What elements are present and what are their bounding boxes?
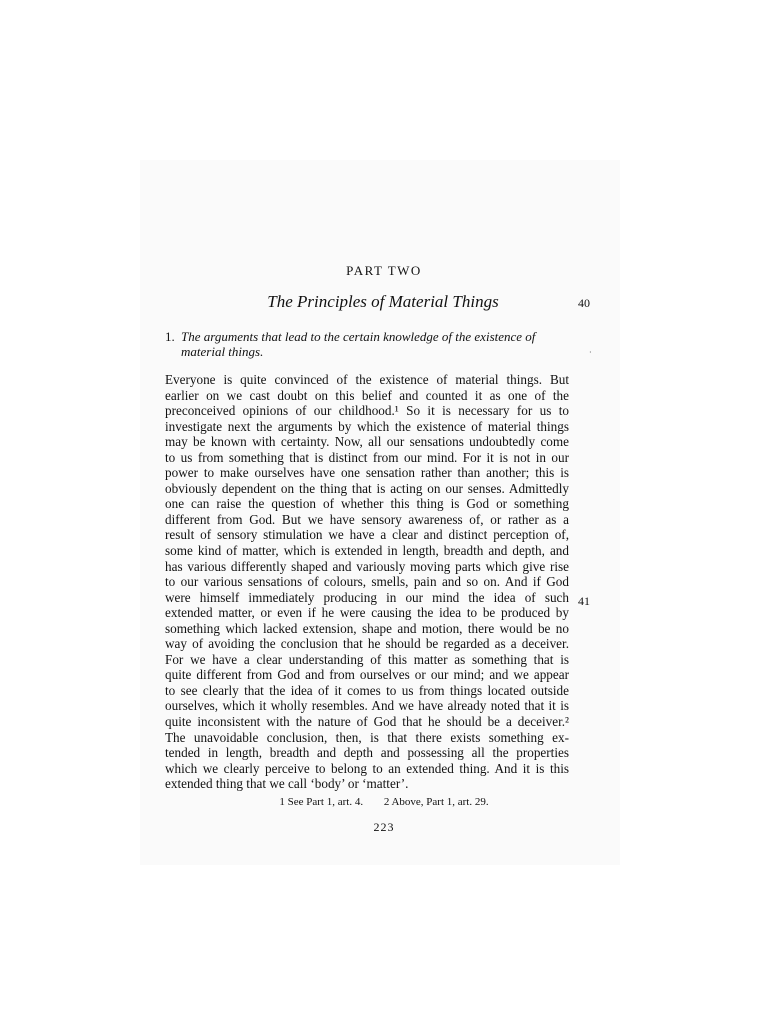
body-line: earlier on we cast doubt on this belief and counted it as one of the <box>165 387 569 403</box>
body-line: way of avoiding the conclusion that he should be regarded as a deceiver. <box>165 636 569 652</box>
body-line: some kind of matter, which is extended in length, breadth and depth, and <box>165 543 569 559</box>
body-line: Everyone is quite convinced of the existence of material things. But <box>165 372 569 387</box>
body-line: different from God. But we have sensory awareness of, or rather as a <box>165 511 569 527</box>
body-line: something which lacked extension, shape and motion, there would be no <box>165 620 569 636</box>
body-line: to our various sensations of colours, smells, pain and so on. And if God <box>165 574 569 590</box>
part-title: The Principles of Material Things <box>267 292 499 311</box>
body-line: which we clearly perceive to belong to an extended thing. And it is this <box>165 760 569 776</box>
body-line: extended matter, or even if he were causing the idea to be produced by <box>165 605 569 621</box>
body-line: quite different from God and from ourselves or our mind; and we appear <box>165 667 569 683</box>
body-line: The unavoidable conclusion, then, is that there exists something ex- <box>165 729 569 745</box>
body-line: quite inconsistent with the nature of God that he should be a deceiver.² <box>165 714 569 730</box>
footnote: 1 See Part 1, art. 4. <box>279 796 364 808</box>
body-line: preconceived opinions of our childhood.¹ So it is necessary for us to <box>165 403 569 419</box>
body-line: For we have a clear understanding of this matter as something that is <box>165 651 569 667</box>
footnote: 2 Above, Part 1, art. 29. <box>383 796 489 808</box>
margin-dot-mark: · <box>589 348 592 357</box>
body-line: to see clearly that the idea of it comes to us from things located outside <box>165 682 569 698</box>
article-heading-line: The arguments that lead to the certain knowledge of the existence of <box>181 329 536 344</box>
body-line: result of sensory stimulation we have a clear and distinct perception of, <box>165 527 569 543</box>
body-line: investigate next the arguments by which the existence of material things <box>165 418 569 434</box>
article-heading-text <box>181 329 573 359</box>
page-number: 223 <box>373 820 395 834</box>
footnotes <box>0 796 768 808</box>
body-line: has various differently shaped and variously moving parts which give rise <box>165 558 569 574</box>
margin-number-40: 40 <box>578 296 590 310</box>
body-line: power to make ourselves have one sensation rather than another; this is <box>165 465 569 481</box>
body-line: obviously dependent on the thing that is acting on our senses. Admittedly <box>165 480 569 496</box>
body-line: ourselves, which it wholly resembles. And we have already noted that it is <box>165 698 569 714</box>
body-line: to us from something that is distinct from our mind. For it is not in our <box>165 449 569 465</box>
article-number: 1. <box>165 329 175 344</box>
part-label: PART TWO <box>346 263 422 278</box>
body-line: extended thing that we call ‘body’ or ‘matter’. <box>165 776 409 792</box>
body-paragraph <box>165 372 569 792</box>
body-line: may be known with certainty. Now, all our sensations undoubtedly come <box>165 434 569 450</box>
body-line: tended in length, breadth and depth and possessing all the properties <box>165 745 569 761</box>
body-line: were himself immediately producing in our mind the idea of such <box>165 589 569 605</box>
body-line: one can raise the question of whether this thing is God or something <box>165 496 569 512</box>
margin-number-41: 41 <box>578 594 590 608</box>
article-heading-line: material things. <box>181 344 264 359</box>
